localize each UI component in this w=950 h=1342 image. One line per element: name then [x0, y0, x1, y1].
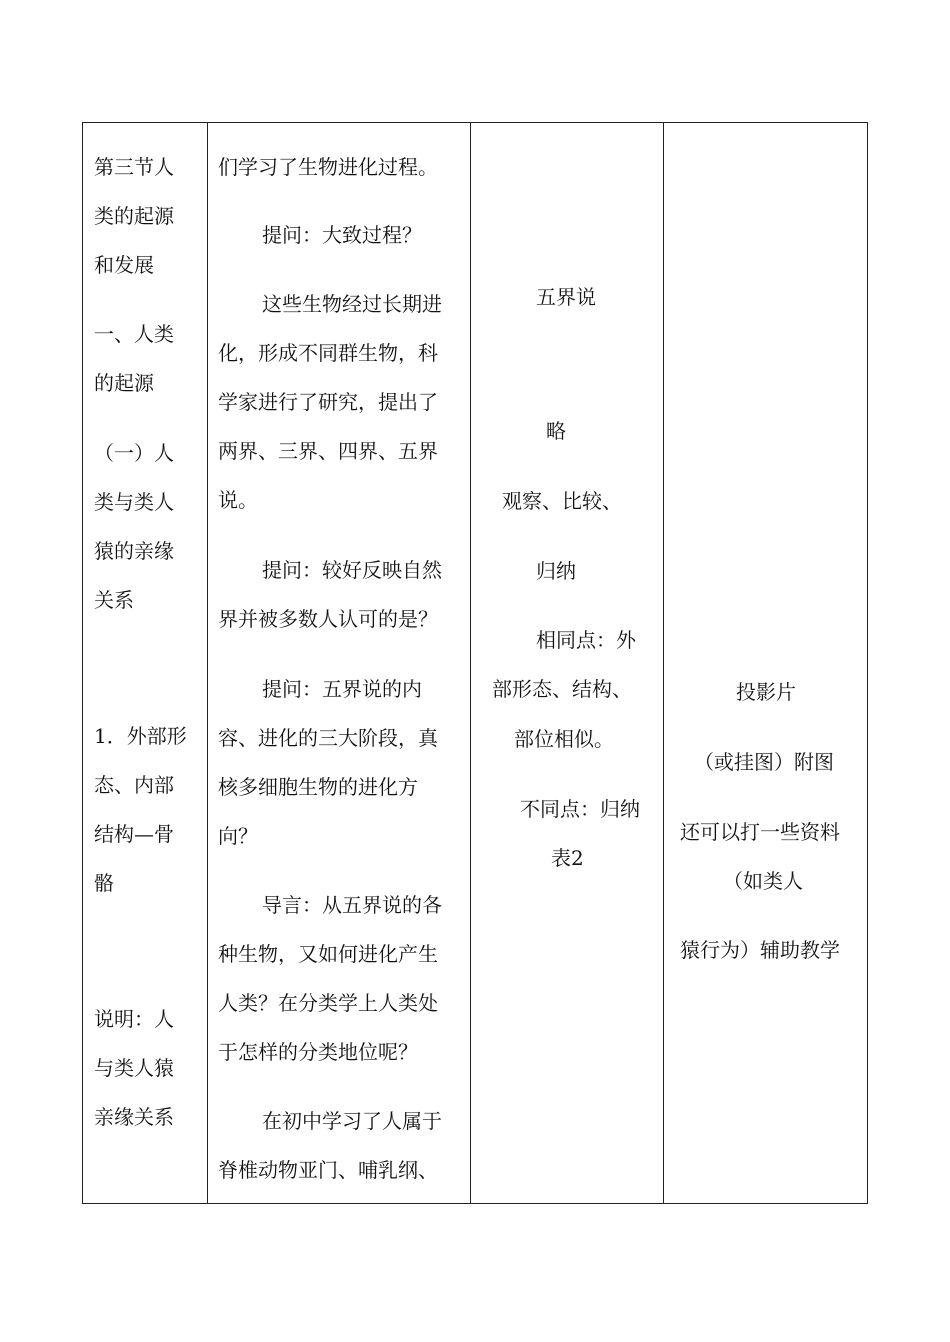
cell-section-headings — [83, 123, 207, 1203]
text-line: 向？ — [218, 824, 258, 848]
cell-teaching-aids — [663, 123, 869, 1203]
text-line: 不同点：归纳 — [520, 797, 640, 821]
text-line: 相同点：外 — [536, 628, 636, 652]
text-line: 亲缘关系 — [94, 1105, 174, 1129]
text-line: 类与类人 — [94, 490, 174, 514]
text-line: 人类？在分类学上人类处 — [218, 991, 438, 1015]
text-line: 投影片 — [736, 680, 796, 704]
text-line: 关系 — [94, 588, 134, 612]
text-line: 一、人类 — [94, 322, 174, 346]
text-line: （一）人 — [94, 441, 174, 465]
text-line: 提问：较好反映自然 — [262, 558, 442, 582]
text-line: 态、内部 — [94, 773, 174, 797]
text-line: 类的起源 — [94, 204, 174, 228]
text-line: 核多细胞生物的进化方 — [218, 775, 418, 799]
text-line: 1．外部形 — [94, 724, 187, 748]
cell-student-activities — [470, 123, 663, 1203]
text-line: 骼 — [94, 871, 114, 895]
text-line: 五界说 — [536, 285, 596, 309]
text-line: 和发展 — [94, 253, 154, 277]
text-line: 容、进化的三大阶段，真 — [218, 726, 438, 750]
text-line: 第三节人 — [94, 155, 174, 179]
text-line: 这些生物经过长期进 — [262, 292, 442, 316]
text-line: （如类人 — [723, 869, 803, 893]
text-line: 界并被多数人认可的是？ — [218, 607, 438, 631]
text-line: 还可以打一些资料 — [680, 820, 840, 844]
text-line: 部形态、结构、 — [492, 677, 632, 701]
text-line: 说明：人 — [94, 1007, 174, 1031]
text-line: 在初中学习了人属于 — [262, 1109, 442, 1133]
text-line: 猿的亲缘 — [94, 539, 174, 563]
text-line: 提问：五界说的内 — [262, 677, 422, 701]
text-line: 两界、三界、四界、五界 — [218, 439, 438, 463]
text-line: 猿行为）辅助教学 — [680, 938, 840, 962]
text-line: 与类人猿 — [94, 1056, 174, 1080]
text-line: 于怎样的分类地位呢？ — [218, 1040, 418, 1064]
lesson-plan-table — [82, 122, 868, 1204]
text-line: （或挂图）附图 — [694, 750, 834, 774]
text-line: 略 — [546, 419, 566, 443]
text-line: 提问：大致过程？ — [262, 223, 422, 247]
text-line: 说。 — [218, 488, 258, 512]
text-line: 部位相似。 — [514, 727, 614, 751]
text-line: 脊椎动物亚门、哺乳纲、 — [218, 1158, 438, 1182]
text-line: 导言：从五界说的各 — [262, 893, 442, 917]
text-line: 表2 — [551, 846, 584, 870]
text-line: 的起源 — [94, 371, 154, 395]
text-line: 结构—骨 — [94, 822, 174, 846]
text-line: 们学习了生物进化过程。 — [218, 155, 438, 179]
text-line: 化，形成不同群生物，科 — [218, 341, 438, 365]
text-line: 观察、比较、 — [502, 489, 622, 513]
text-line: 归纳 — [536, 559, 576, 583]
text-line: 学家进行了研究，提出了 — [218, 390, 438, 414]
text-line: 种生物，又如何进化产生 — [218, 942, 438, 966]
cell-teaching-process — [207, 123, 470, 1203]
